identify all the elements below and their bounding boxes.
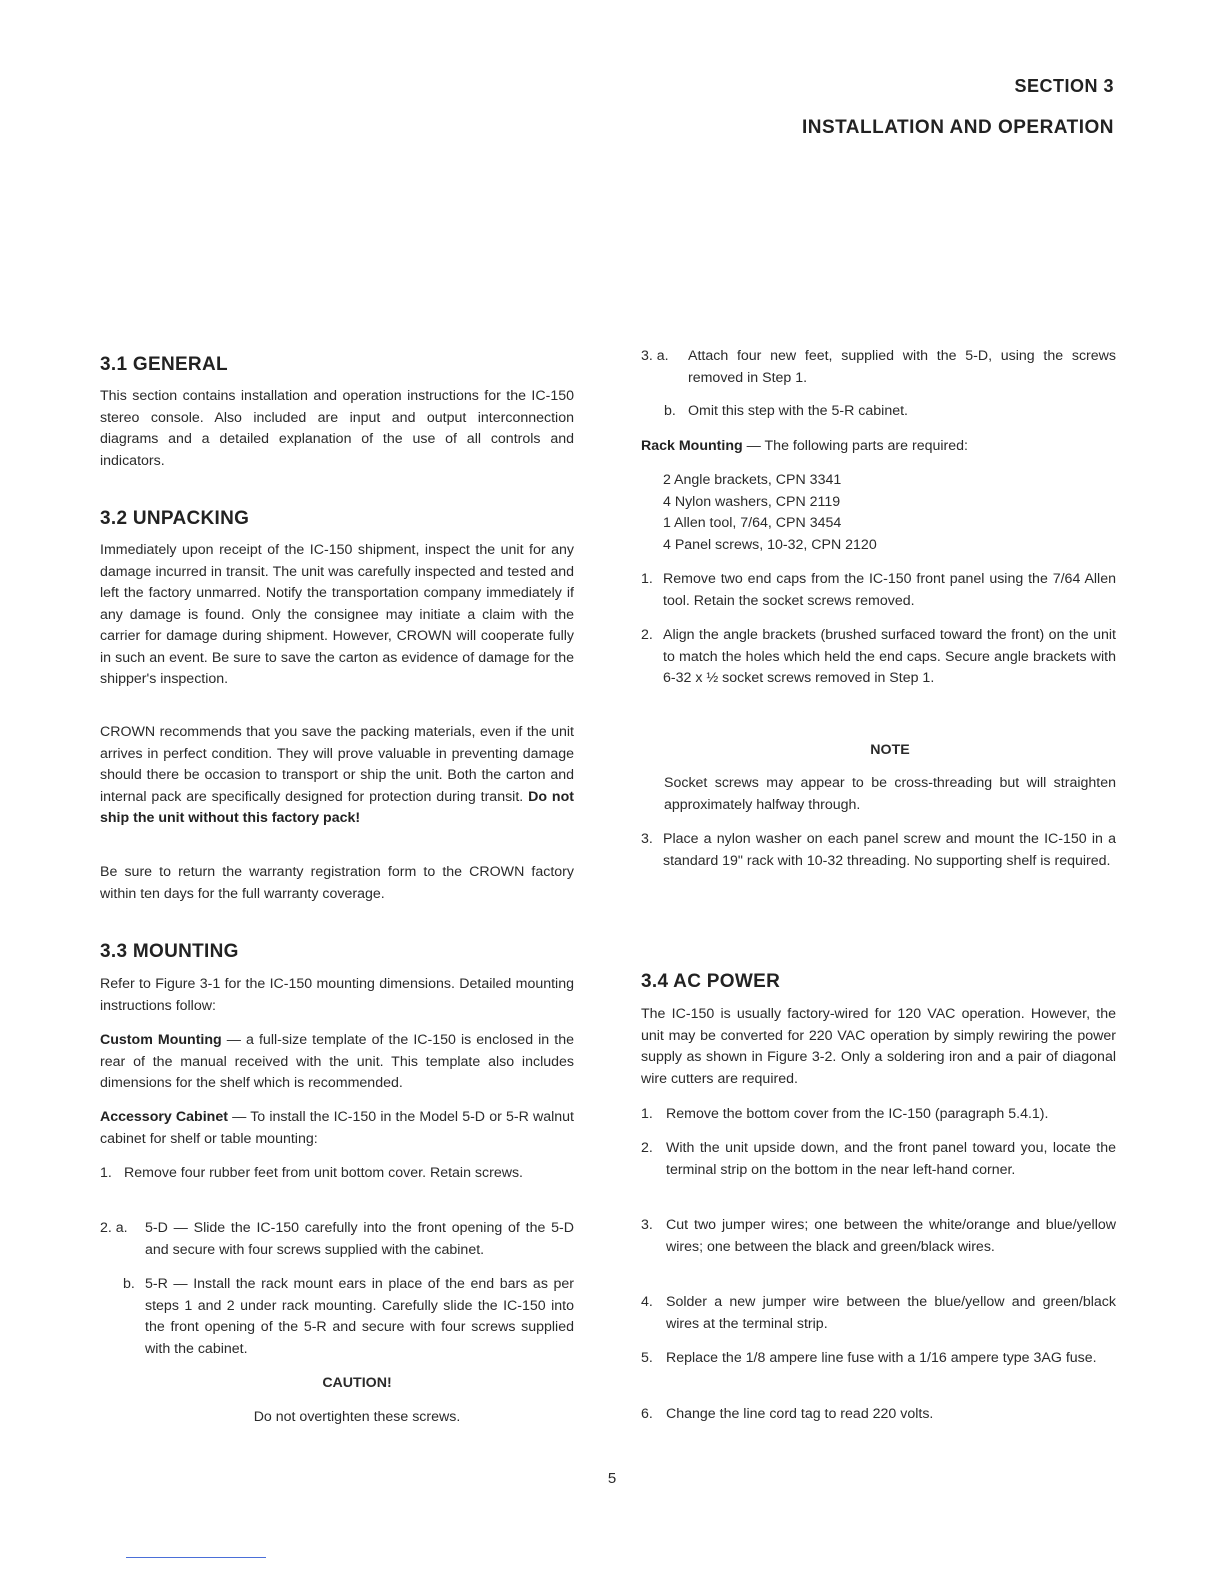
rack-mounting-label: Rack Mounting xyxy=(641,438,743,454)
list-item: 4 Panel screws, 10-32, CPN 2120 xyxy=(663,536,877,553)
caution-title: CAUTION! xyxy=(322,1375,392,1391)
list-item: 1 Allen tool, 7/64, CPN 3454 xyxy=(663,515,842,531)
custom-mounting-paragraph: Custom Mounting — a full-size template of the IC-150 is enclosed in the rear of the manual received with the unit. This template also includes dimensions for the shelf which is recommended. xyxy=(100,1032,574,1091)
mounting-step-2a: 2. a. 5-D — Slide the IC-150 carefully into the front opening of the 5-D and secure with four screws supplied with the cabinet. xyxy=(100,1220,574,1258)
mounting-step-3b: b. Omit this step with the 5-R cabinet. xyxy=(664,403,908,419)
footer-rule xyxy=(126,1557,266,1558)
unpacking-paragraph-2: CROWN recommends that you save the packing materials, even if the unit arrives in perfect condition. They will prove valuable in preventing damage should there be occasion to transport or ship the unit. Both the carton and internal pack are specifically designed for protection during transit. Do not ship the unit without this factory pack! xyxy=(100,724,574,826)
unpacking-paragraph-1: Immediately upon receipt of the IC-150 shipment, inspect the unit for any damage incurred in transit. The unit was carefully inspected and tested and left the factory unmarred. Notify the transportation company immediately if any damage is found. Only the consignee may initiate a claim with the carrier for damage during shipment. However, CROWN will cooperate fully in such an event. Be sure to save the carton as evidence of damage for the shipper's inspection. xyxy=(100,542,574,687)
list-item: 4 Nylon washers, CPN 2119 xyxy=(663,493,841,510)
ac-power-intro: The IC-150 is usually factory-wired for 120 VAC operation. However, the unit may be converted for 220 VAC operation by simply rewiring the power supply as shown in Figure 3-2. Only a soldering iron and a pair of diagonal wire cutters are required. xyxy=(641,1006,1116,1087)
parts-list xyxy=(663,470,877,556)
section-label: SECTION 3 xyxy=(1014,76,1114,96)
heading-3-2: 3.2 UNPACKING xyxy=(100,508,250,529)
caution-text: Do not overtighten these screws. xyxy=(253,1409,461,1425)
rack-mounting-paragraph: Rack Mounting — The following parts are required: xyxy=(641,438,968,454)
general-paragraph: This section contains installation and operation instructions for the IC-150 stereo console. Also included are input and output interconnection diagrams and a detailed explanation of the use of all controls and indicators. xyxy=(100,388,574,469)
note-title: NOTE xyxy=(870,742,910,758)
mounting-step-3a: 3. a. Attach four new feet, supplied with the 5-D, using the screws removed in Step 1. xyxy=(641,348,1116,386)
rack-step-3: 3. Place a nylon washer on each panel screw and mount the IC-150 in a standard 19" rack with 10-32 threading. No supporting shelf is required. xyxy=(641,831,1116,869)
ac-step-1: 1. Remove the bottom cover from the IC-150 (paragraph 5.4.1). xyxy=(641,1106,1049,1122)
mounting-step-2b: b. 5-R — Install the rack mount ears in place of the end bars as per steps 1 and 2 under rack mounting. Carefully slide the IC-150 into the front opening of the 5-R and secure with four screws supplied with the cabinet. xyxy=(123,1276,574,1357)
rack-step-2: 2. Align the angle brackets (brushed surfaced toward the front) on the unit to match the holes which held the end caps. Secure angle brackets with 6-32 x ½ socket screws removed in Step 1. xyxy=(641,627,1116,686)
heading-3-3: 3.3 MOUNTING xyxy=(100,941,239,962)
ac-step-6: 6. Change the line cord tag to read 220 volts. xyxy=(641,1406,934,1422)
unpacking-warning: Do not ship the unit without this factory pack! xyxy=(100,788,574,826)
page-number: 5 xyxy=(607,1470,617,1487)
list-item: 2 Angle brackets, CPN 3341 xyxy=(663,472,842,488)
accessory-cabinet-paragraph: Accessory Cabinet — To install the IC-150 in the Model 5-D or 5-R walnut cabinet for shelf or table mounting: xyxy=(100,1109,574,1147)
ac-step-2: 2. With the unit upside down, and the front panel toward you, locate the terminal strip on the bottom in the near left-hand corner. xyxy=(641,1140,1116,1178)
mounting-step-1: 1. Remove four rubber feet from unit bottom cover. Retain screws. xyxy=(100,1165,523,1181)
ac-step-5: 5. Replace the 1/8 ampere line fuse with a 1/16 ampere type 3AG fuse. xyxy=(641,1350,1097,1366)
section-title: INSTALLATION AND OPERATION xyxy=(801,117,1114,138)
unpacking-paragraph-3: Be sure to return the warranty registration form to the CROWN factory within ten days for the full warranty coverage. xyxy=(100,864,574,902)
heading-3-1: 3.1 GENERAL xyxy=(100,354,228,375)
custom-mounting-label: Custom Mounting xyxy=(100,1032,222,1048)
accessory-cabinet-label: Accessory Cabinet xyxy=(100,1109,228,1125)
mounting-intro: Refer to Figure 3-1 for the IC-150 mounting dimensions. Detailed mounting instructions follow: xyxy=(100,976,574,1014)
heading-3-4: 3.4 AC POWER xyxy=(641,971,781,992)
ac-step-4: 4. Solder a new jumper wire between the blue/yellow and green/black wires at the terminal strip. xyxy=(641,1294,1116,1332)
rack-step-1: 1. Remove two end caps from the IC-150 front panel using the 7/64 Allen tool. Retain the socket screws removed. xyxy=(641,571,1116,609)
note-text: Socket screws may appear to be cross-threading but will straighten approximately halfway through. xyxy=(664,775,1116,813)
ac-step-3: 3. Cut two jumper wires; one between the white/orange and blue/yellow wires; one between the black and green/black wires. xyxy=(641,1217,1116,1255)
